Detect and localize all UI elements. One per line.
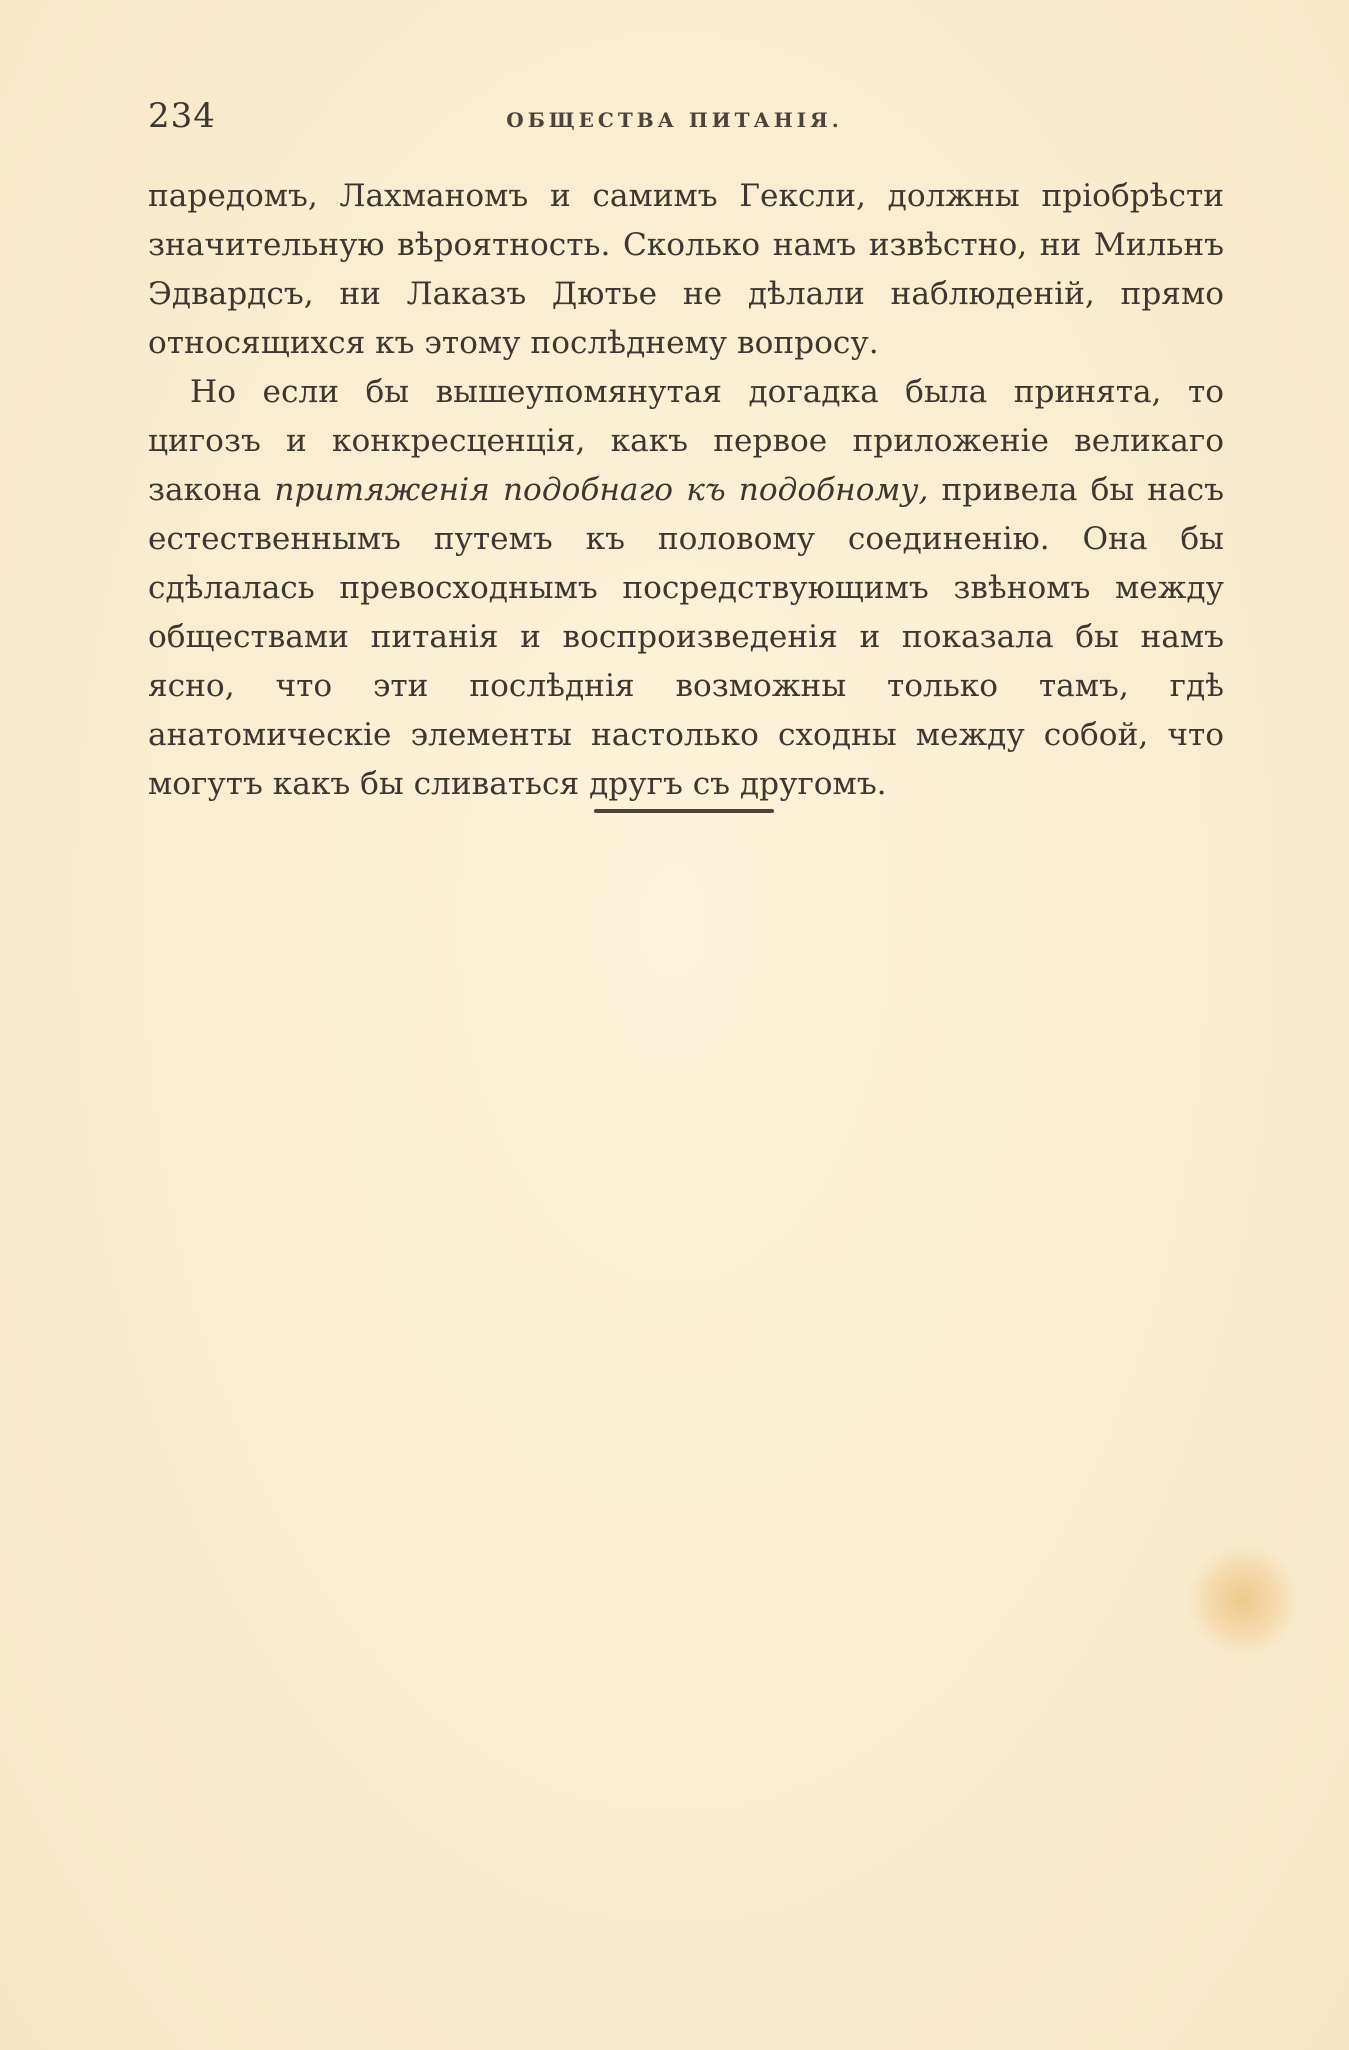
paper-stain <box>1188 1545 1298 1655</box>
running-title: ОБЩЕСТВА ПИТАНІЯ. <box>506 108 843 132</box>
italic-phrase: притяженія подобнаго къ подобному, <box>274 472 929 508</box>
body-text <box>148 172 1224 809</box>
paragraph-2-end: привела бы насъ естественнымъ путемъ къ половому соединенію. Она бы сдѣлалась превосходнымъ посредствующимъ звѣномъ между обществами питанія и воспроизведенія и показала бы намъ ясно, что эти послѣднія возможны только тамъ, гдѣ анатомическіе элементы настолько сходны между собой, что могутъ какъ бы сливаться другъ съ другомъ. <box>148 472 1224 802</box>
paragraph-2 <box>148 368 1224 809</box>
page-number: 234 <box>148 96 216 136</box>
paragraph-1: паредомъ, Лахманомъ и самимъ Гексли, должны пріобрѣсти значительную вѣроятность. Сколько намъ извѣстно, ни Мильнъ Эдвардсъ, ни Лаказъ Дютье не дѣлали наблюденій, прямо относящихся къ этому послѣднему вопросу. <box>148 178 1224 361</box>
paragraph-2-start: Но если бы вышеупомянутая догадка была принята, то цигозъ и конкресценція, какъ первое приложеніе великаго закона <box>148 374 1224 508</box>
section-end-rule <box>594 809 774 813</box>
